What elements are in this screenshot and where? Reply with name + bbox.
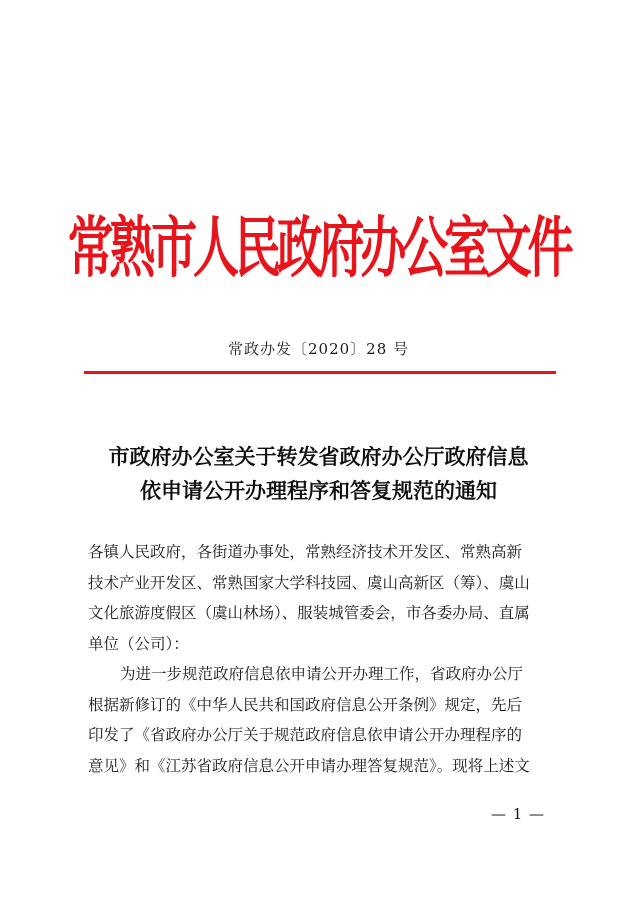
paragraph-line: 意见》和《江苏省政府信息公开申请办理答复规范》。现将上述文 — [88, 756, 530, 775]
red-divider-line — [84, 371, 556, 374]
recipients-line: 各镇人民政府，各街道办事处，常熟经济技术开发区、常熟高新 — [88, 543, 523, 561]
document-number: 常政办发〔2020〕28 号 — [227, 340, 410, 358]
recipients-line: 文化旅游度假区（虞山林场）、服装城管委会，市各委办局、直属 — [88, 604, 530, 622]
masthead-title: 常熟市人民政府办公室文件 — [67, 209, 570, 287]
document-title — [60, 440, 577, 508]
document-body — [88, 537, 568, 781]
document-title-line: 市政府办公室关于转发省政府办公厅政府信息 — [108, 444, 529, 469]
recipients-block — [88, 537, 568, 659]
paragraph-line: 印发了《省政府办公厅关于规范政府信息依申请公开办理程序的 — [88, 726, 523, 744]
page-number: — 1 — — [490, 805, 546, 823]
paragraph-line: 根据新修订的《中华人民共和国政府信息公开条例》规定，先后 — [88, 695, 523, 714]
recipients-line: 单位（公司）： — [88, 634, 189, 653]
paragraph-line: 为进一步规范政府信息依申请公开办理工作，省政府办公厅 — [120, 665, 524, 683]
recipients-line: 技术产业开发区、常熟国家大学科技园、虞山高新区（筹）、虞山 — [88, 573, 530, 592]
paragraph — [88, 659, 568, 781]
document-title-line: 依申请公开办理程序和答复规范的通知 — [140, 478, 497, 503]
